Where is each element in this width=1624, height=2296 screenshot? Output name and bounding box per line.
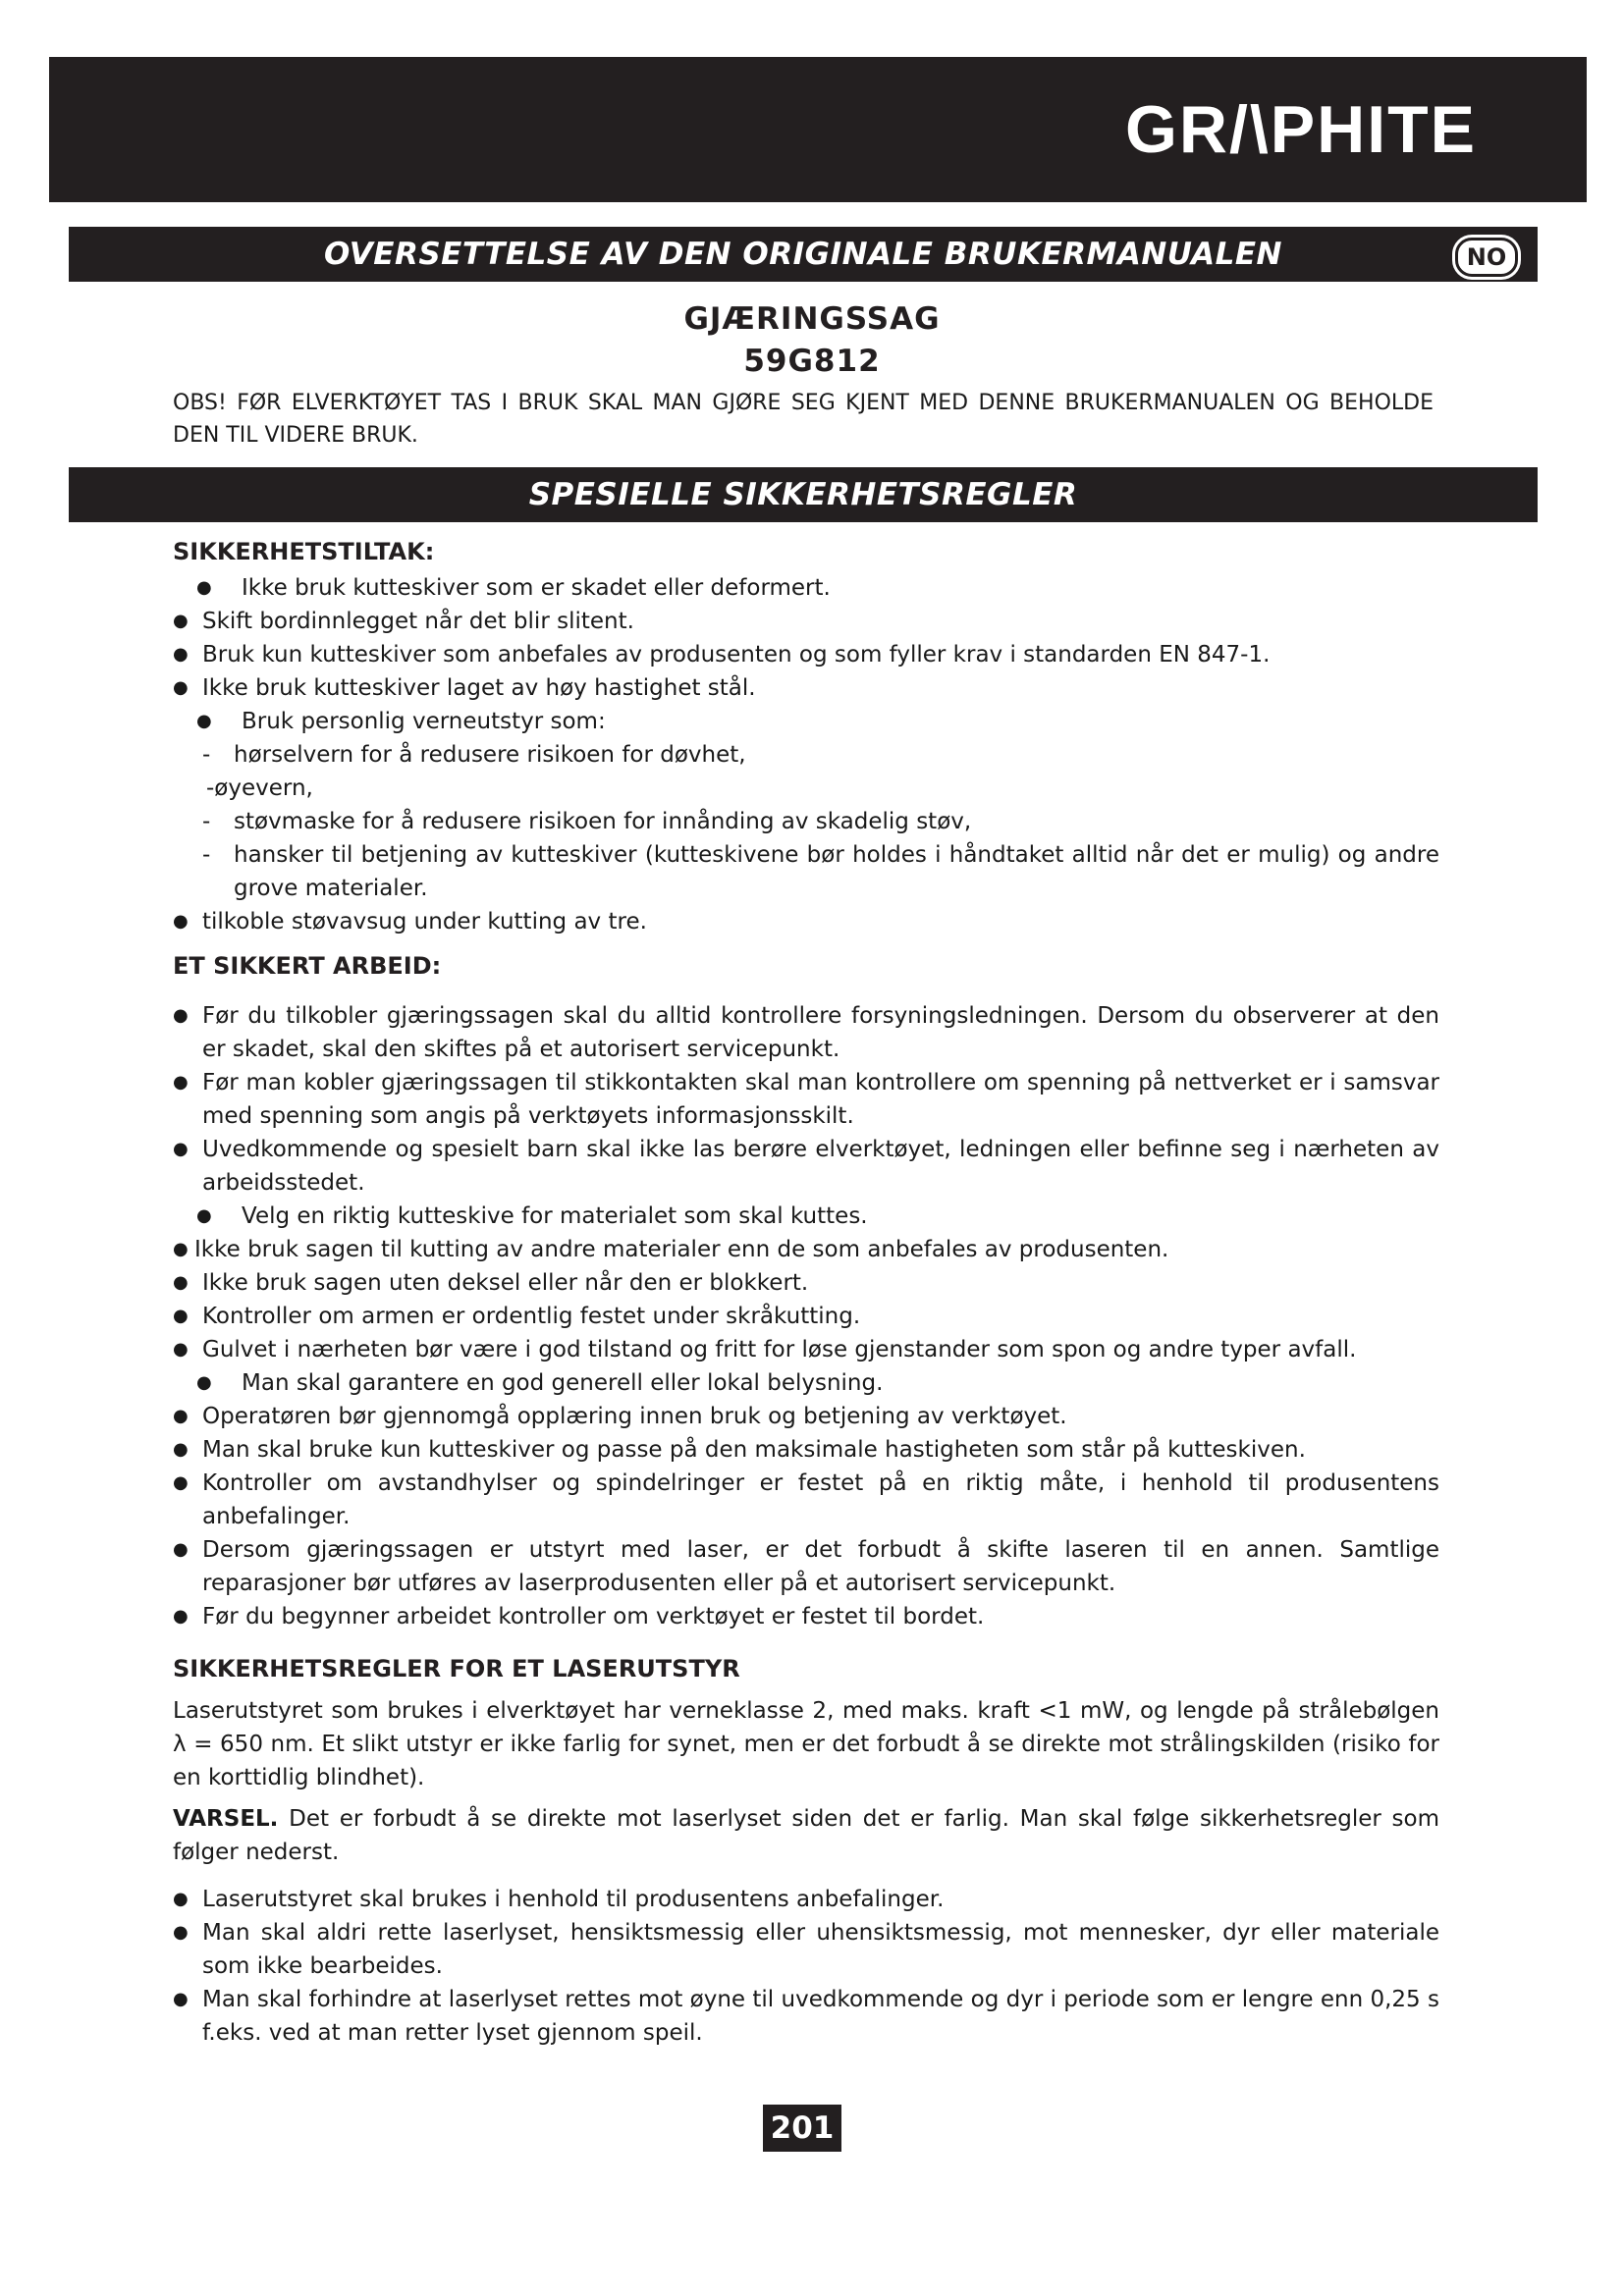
list-item: ● Velg en riktig kutteskive for materialet som skal kuttes. <box>173 1200 1439 1233</box>
section-title-band: SPESIELLE SIKKERHETSREGLER <box>69 467 1538 522</box>
list-item: ● Før man kobler gjæringssagen til stikkontakten skal man kontrollere om spenning på nettverket er i samsvar med spenning som angis på verktøyets informasjonsskilt. <box>173 1066 1439 1133</box>
page-number: 201 <box>763 2105 841 2152</box>
list-item: ● Uvedkommende og spesielt barn skal ikke las berøre elverktøyet, ledningen eller befinne seg i nærheten av arbeidsstedet. <box>173 1133 1439 1200</box>
list-item: ● Kontroller om avstandhylser og spindelringer er festet på en riktig måte, i henhold til produsentens anbefalinger. <box>173 1467 1439 1533</box>
safe-work-heading: ET SIKKERT ARBEID: <box>173 952 442 980</box>
list-item: ● Operatøren bør gjennomgå opplæring innen bruk og betjening av verktøyet. <box>173 1400 1439 1433</box>
list-item: ● Man skal garantere en god generell eller lokal belysning. <box>173 1366 1439 1400</box>
language-badge: NO <box>1455 238 1518 277</box>
warning-label: VARSEL. <box>173 1806 279 1832</box>
warning-text: Det er forbudt å se direkte mot laserlyset siden det er farlig. Man skal følge sikkerhetsregler som følger nederst. <box>173 1806 1439 1865</box>
ppe-item: -øyevern, <box>206 775 313 801</box>
ppe-item: - hansker til betjening av kutteskiver (kutteskivene bør holdes i håndtaket alltid når det er mulig) og andre grove materialer. <box>173 838 1439 905</box>
main-content <box>173 538 1439 2050</box>
list-item: ● Ikke bruk kutteskiver som er skadet eller deformert. <box>173 571 1439 605</box>
list-item: ● Gulvet i nærheten bør være i god tilstand og fritt for løse gjenstander som spon og andre typer avfall. <box>173 1333 1439 1366</box>
notice-text: OBS! FØR ELVERKTØYET TAS I BRUK SKAL MAN GJØRE SEG KJENT MED DENNE BRUKERMANUALEN OG BEHOLDE DEN TIL VIDERE BRUK. <box>173 391 1434 448</box>
list-item: ● Ikke bruk sagen til kutting av andre materialer enn de som anbefales av produsenten. <box>173 1233 1439 1266</box>
brand-logo: GR/\PHITE <box>1124 92 1477 167</box>
list-item: ● tilkoble støvavsug under kutting av tre. <box>173 905 1439 938</box>
safety-measures-heading: SIKKERHETSTILTAK: <box>173 538 435 565</box>
list-item: ● Bruk kun kutteskiver som anbefales av produsenten og som fyller krav i standarden EN 847-1. <box>173 638 1439 671</box>
list-item: ● Ikke bruk sagen uten deksel eller når den er blokkert. <box>173 1266 1439 1300</box>
list-item: ● Man skal bruke kun kutteskiver og passe på den maksimale hastigheten som står på kutteskiven. <box>173 1433 1439 1467</box>
list-item: ● Ikke bruk kutteskiver laget av høy hastighet stål. <box>173 671 1439 705</box>
list-item: ● Før du begynner arbeidet kontroller om verktøyet er festet til bordet. <box>173 1600 1439 1633</box>
model-number: 59G812 <box>743 344 881 379</box>
list-item: ● Skift bordinnlegget når det blir slitent. <box>173 605 1439 638</box>
ppe-item: - støvmaske for å redusere risikoen for innånding av skadelig støv, <box>173 805 1439 838</box>
list-item: ● Man skal forhindre at laserlyset rettes mot øyne til uvedkommende og dyr i periode som er lengre enn 0,25 s f.eks. ved at man retter lyset gjennom speil. <box>173 1983 1439 2050</box>
list-item: ● Før du tilkobler gjæringssagen skal du alltid kontrollere forsyningsledningen. Dersom du observerer at den er skadet, skal den skiftes på et autorisert servicepunkt. <box>173 999 1439 1066</box>
product-name: GJÆRINGSSAG <box>683 301 941 337</box>
ppe-item: - hørselvern for å redusere risikoen for døvhet, <box>173 738 1439 772</box>
list-item: ● Man skal aldri rette laserlyset, hensiktsmessig eller uhensiktsmessig, mot mennesker, dyr eller materiale som ikke bearbeides. <box>173 1916 1439 1983</box>
warning-paragraph <box>173 1802 1439 1869</box>
laser-paragraph: Laserutstyret som brukes i elverktøyet har verneklasse 2, med maks. kraft <1 mW, og lengde på strålebølgen λ = 650 nm. Et slikt utstyr er ikke farlig for synet, men er det forbudt å se direkte mot strålingskilden (risiko for en korttidlig blindhet). <box>173 1698 1439 1790</box>
list-item: ● Bruk personlig verneutstyr som: <box>173 705 1439 738</box>
list-item: ● Kontroller om armen er ordentlig festet under skråkutting. <box>173 1300 1439 1333</box>
laser-heading: SIKKERHETSREGLER FOR ET LASERUTSTYR <box>173 1655 740 1682</box>
list-item: ● Dersom gjæringssagen er utstyrt med laser, er det forbudt å skifte laseren til en annen. Samtlige reparasjoner bør utføres av laserprodusenten eller på et autorisert servicepunkt. <box>173 1533 1439 1600</box>
list-item: ● Laserutstyret skal brukes i henhold til produsentens anbefalinger. <box>173 1883 1439 1916</box>
translation-title-band: OVERSETTELSE AV DEN ORIGINALE BRUKERMANUALEN <box>69 227 1538 282</box>
